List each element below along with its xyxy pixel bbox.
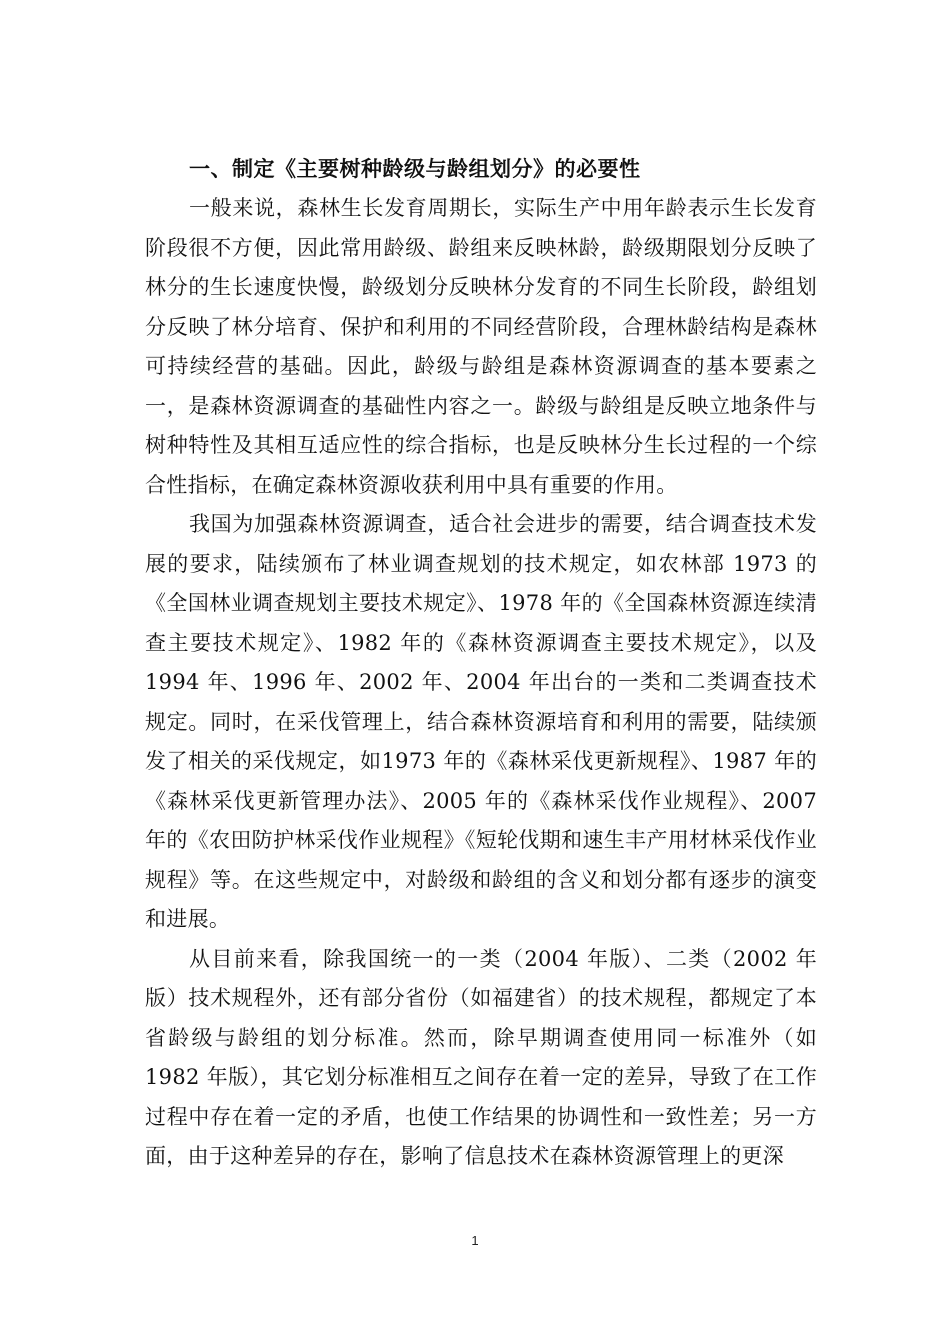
page-number: 1 (471, 1233, 479, 1248)
paragraph-1: 一般来说，森林生长发育周期长，实际生产中用年龄表示生长发育阶段很不方便，因此常用龄级、龄组来反映林龄，龄级期限划分反映了林分的生长速度快慢，龄级划分反映林分发育的不同生长阶段，龄组划分反映了林分培育、保护和利用的不同经营阶段，合理林龄结构是森林可持续经营的基础。因此，龄级与龄组是森林资源调查的基本要素之一，是森林资源调查的基础性内容之一。龄级与龄组是反映立地条件与树种特性及其相互适应性的综合指标，也是反映林分生长过程的一个综合性指标，在确定森林资源收获利用中具有重要的作用。 (145, 196, 817, 497)
paragraph-2: 我国为加强森林资源调查，适合社会进步的需要，结合调查技术发展的要求，陆续颁布了林业调查规划的技术规定，如农林部 1973 的《全国林业调查规划主要技术规定》、1978 年的《全国森林资源连续清查主要技术规定》、1982 年的《森林资源调查主要技术规定》，以及 1994 年、1996 年、2002 年、2004 年出台的一类和二类调查技术规定。同时，在采伐管理上，结合森林资源培育和利用的需要，陆续颁发了相关的采伐规定，如1973 年的《森林采伐更新规程》、1987 年的《森林采伐更新管理办法》、2005 年的《森林采伐作业规程》、2007 年的《农田防护林采伐作业规程》《短轮伐期和速生丰产用材林采伐作业规程》等。在这些规定中，对龄级和龄组的含义和划分都有逐步的演变和进展。 (145, 512, 817, 931)
section-heading: 一、制定《主要树种龄级与龄组划分》的必要性 (189, 157, 641, 181)
document-body (145, 150, 817, 1177)
paragraph-3: 从目前来看，除我国统一的一类（2004 年版）、二类（2002 年版）技术规程外，还有部分省份（如福建省）的技术规程，都规定了本省龄级与龄组的划分标准。然而，除早期调查使用同一标准外（如 1982 年版），其它划分标准相互之间存在着一定的差异，导致了在工作过程中存在着一定的矛盾，也使工作结果的协调性和一致性差；另一方面，由于这种差异的存在，影响了信息技术在森林资源管理上的更深 (145, 946, 817, 1168)
